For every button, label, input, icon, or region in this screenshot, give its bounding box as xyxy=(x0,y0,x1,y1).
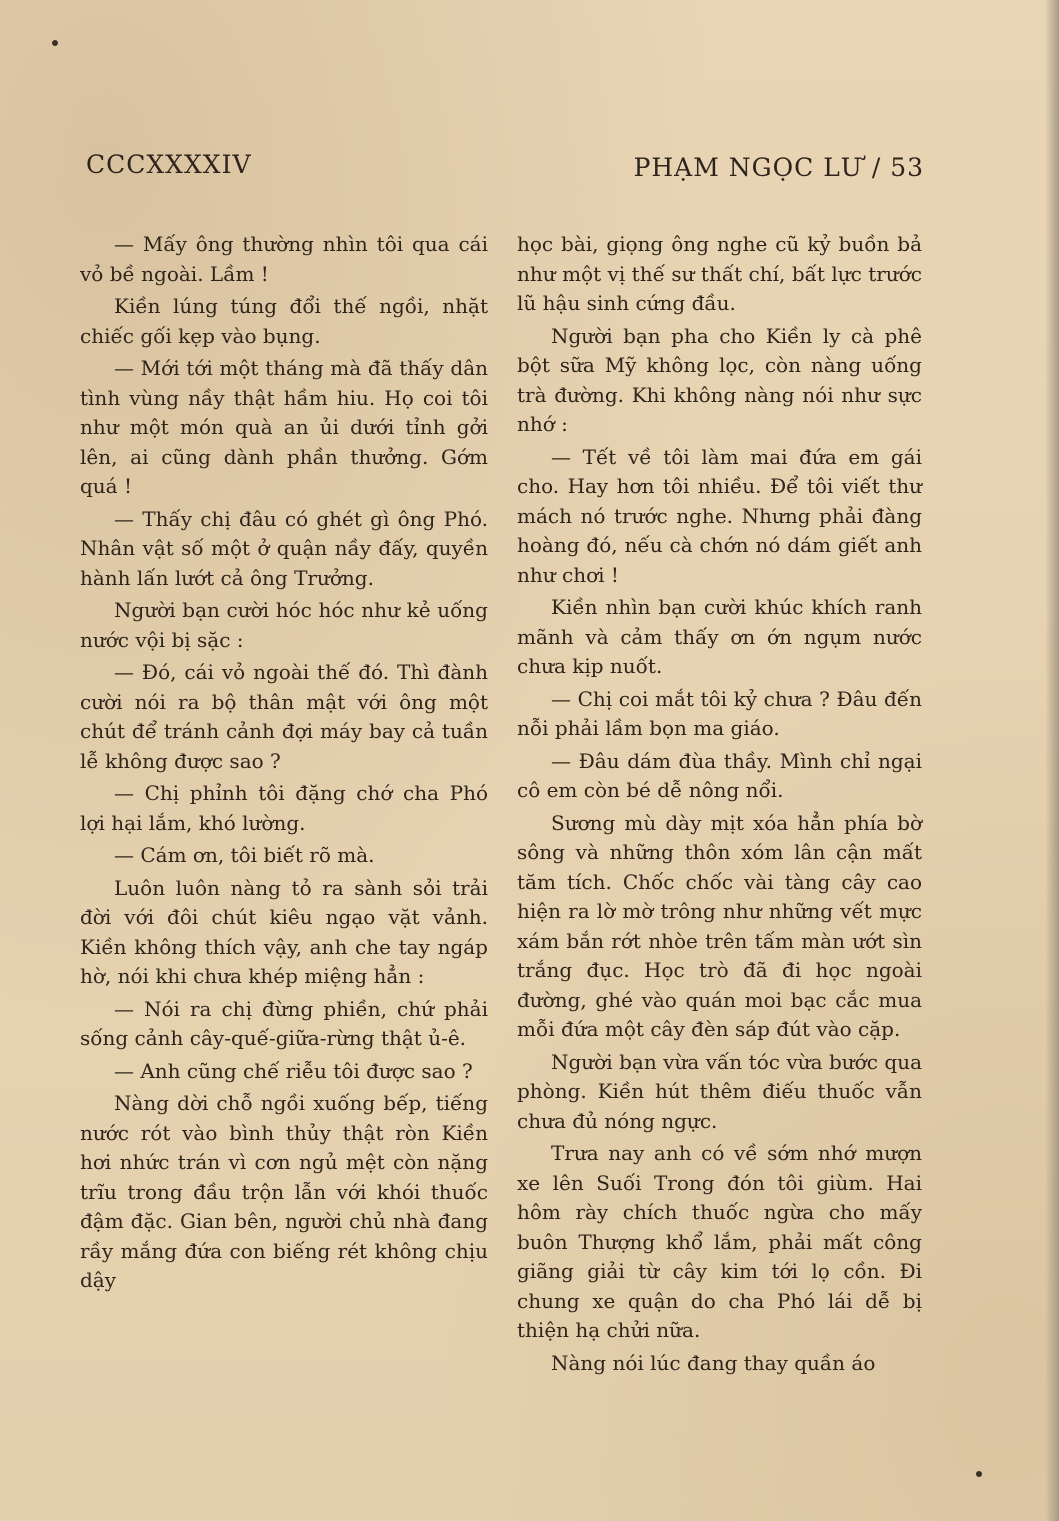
ink-speck xyxy=(976,1471,982,1477)
paragraph: — Mới tới một tháng mà đã thấy dân tình vùng nầy thật hầm hiu. Họ coi tôi như một món quà an ủi dưới tỉnh gởi lên, ai cũng dành phần thưởng. Gớm quá ! xyxy=(80,356,488,498)
paragraph: Người bạn vừa vấn tóc vừa bước qua phòng. Kiền hút thêm điếu thuốc vẫn chưa đủ nóng ngực. xyxy=(517,1049,922,1133)
running-header-author-page: PHẠM NGỌC LƯ / 53 xyxy=(633,153,924,182)
paragraph: — Chị phỉnh tôi đặng chớ cha Phó lợi hại lắm, khó lường. xyxy=(80,781,488,835)
ink-speck xyxy=(52,40,58,46)
paragraph: Kiền nhìn bạn cười khúc khích ranh mãnh và cảm thấy ơn ớn ngụm nước chưa kịp nuốt. xyxy=(517,595,922,678)
right-text-column xyxy=(517,230,922,1381)
paragraph: — Nói ra chị đừng phiền, chứ phải sống cảnh cây-quế-giữa-rừng thật ủ-ê. xyxy=(80,996,488,1050)
paragraph: — Mấy ông thường nhìn tôi qua cái vỏ bề ngoài. Lầm ! xyxy=(80,232,488,286)
paragraph: Luôn luôn nàng tỏ ra sành sỏi trải đời với đôi chút kiêu ngạo vặt vảnh. Kiền không thích vậy, anh che tay ngáp hờ, nói khi chưa khép miệng hẳn : xyxy=(80,875,488,988)
paragraph-continued: học bài, giọng ông nghe cũ kỷ buồn bả như một vị thế sư thất chí, bất lực trước lũ hậu sinh cứng đầu. xyxy=(517,232,922,315)
paragraph: — Thấy chị đâu có ghét gì ông Phó. Nhân vật số một ở quận nầy đấy, quyền hành lấn lướt cả ông Trưởng. xyxy=(80,506,488,590)
paragraph: — Chị coi mắt tôi kỷ chưa ? Đâu đến nỗi phải lầm bọn ma giáo. xyxy=(517,686,922,740)
left-text-column xyxy=(80,230,488,1299)
paragraph: Kiền lúng túng đổi thế ngồi, nhặt chiếc gối kẹp vào bụng. xyxy=(80,294,488,348)
paragraph: — Tết về tôi làm mai đứa em gái cho. Hay hơn tôi nhiều. Để tôi viết thư mách nó trước nghe. Nhưng phải đàng hoàng đó, nếu cà chớn nó dám giết anh như chơi ! xyxy=(517,444,922,587)
paragraph: Trưa nay anh có về sớm nhớ mượn xe lên Suối Trong đón tôi giùm. Hai hôm rày chích thuốc ngừa cho mấy buôn Thượng khổ lắm, phải mất công giãng giải từ cây kim tới lọ cồn. Đi chung xe quận do cha Phó lái dễ bị thiện hạ chửi nữa. xyxy=(517,1141,922,1342)
paragraph: Người bạn pha cho Kiền ly cà phê bột sữa Mỹ không lọc, còn nàng uống trà đường. Khi không nàng nói như sực nhớ : xyxy=(517,323,922,436)
paragraph: — Cám ơn, tôi biết rõ mà. xyxy=(114,843,375,867)
paragraph: — Đâu dám đùa thầy. Mình chỉ ngại cô em còn bé dễ nông nổi. xyxy=(517,748,922,802)
paragraph: Người bạn cười hóc hóc như kẻ uống nước vội bị sặc : xyxy=(80,598,488,652)
paragraph: — Anh cũng chế riễu tôi được sao ? xyxy=(114,1058,473,1083)
paragraph: Sương mù dày mịt xóa hẳn phía bờ sông và những thôn xóm lân cận mất tăm tích. Chốc chốc vài tàng cây cao hiện ra lờ mờ trông như những vết mực xám bắn rớt nhòe trên tấm màn ướt sìn trắng đục. Học trò đã đi học ngoài đường, ghé vào quán moi bạc cắc mua mỗi đứa một cây đèn sáp đút vào cặp. xyxy=(517,810,922,1041)
paragraph: Nàng nói lúc đang thay quần áo xyxy=(551,1350,876,1375)
paragraph: — Đó, cái vỏ ngoài thế đó. Thì đành cười nói ra bộ thân mật với ông một chút để tránh cảnh đợi máy bay cả tuần lễ không được sao ? xyxy=(80,660,488,773)
page-edge-shadow xyxy=(1045,0,1059,1521)
paragraph: Nàng dời chỗ ngồi xuống bếp, tiếng nước rót vào bình thủy thật ròn Kiền hơi nhức trán vì cơn ngủ mệt còn nặng trĩu trong đầu trộn lẫn với khói thuốc đậm đặc. Gian bên, người chủ nhà đang rầy mắng đứa con biếng rét không chịu dậy xyxy=(80,1091,488,1292)
running-header-chapter: CCCXXXXIV xyxy=(86,150,252,179)
